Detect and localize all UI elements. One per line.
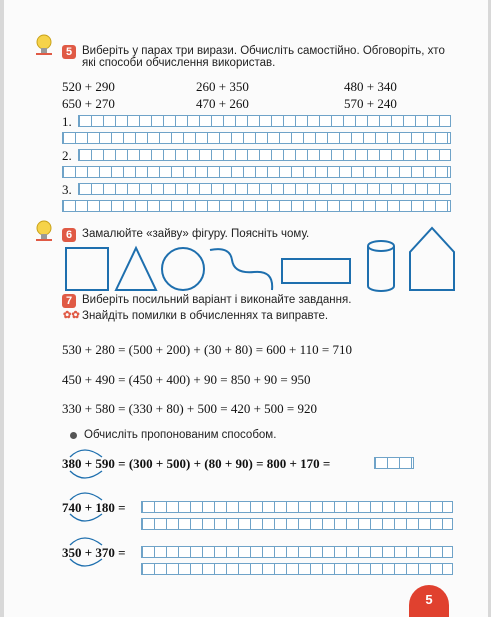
answer-grid[interactable] [78, 149, 451, 161]
circle-shape [162, 248, 204, 290]
wavy-line-shape [210, 249, 272, 290]
page-number: 5 [409, 585, 449, 617]
square-shape [66, 248, 108, 290]
example-equation: 380 + 590 = (300 + 500) + (80 + 90) = 800 + 170 = [62, 456, 331, 471]
task-number-badge: 6 [62, 228, 76, 242]
task-number-badge: 5 [62, 45, 76, 59]
lightbulb-icon [34, 34, 54, 56]
equation: 530 + 280 = (500 + 200) + (30 + 80) = 600 + 110 = 710 [62, 342, 352, 357]
exercise-expression: 350 + 370 = [62, 545, 126, 560]
answer-grid[interactable] [141, 501, 453, 513]
task7-subtask: Знайдіть помилки в обчисленнях та виправте. [82, 310, 329, 322]
answer-grid[interactable] [141, 518, 453, 530]
textbook-page [4, 0, 488, 617]
answer-label: 3. [62, 182, 72, 197]
answer-grid[interactable] [141, 563, 453, 575]
expression: 650 + 270 [62, 96, 115, 111]
bullet-dot [70, 432, 77, 439]
expression: 520 + 290 [62, 79, 115, 94]
task5-text-line2: які способи обчислення використав. [82, 57, 276, 69]
answer-grid[interactable] [374, 457, 414, 469]
answer-grid[interactable] [78, 183, 451, 195]
answer-label: 1. [62, 114, 72, 129]
equation: 450 + 490 = (450 + 400) + 90 = 850 + 90 = 950 [62, 372, 311, 387]
expression: 470 + 260 [196, 96, 249, 111]
shapes-figure [60, 222, 460, 294]
answer-grid[interactable] [62, 200, 451, 212]
task5-text-line1: Виберіть у парах три вирази. Обчисліть самостійно. Обговоріть, хто [82, 45, 445, 57]
answer-grid[interactable] [62, 166, 451, 178]
answer-grid[interactable] [78, 115, 451, 127]
task-number-badge: 7 [62, 294, 76, 308]
rectangle-shape [282, 259, 350, 283]
task6-instructions: Замалюйте «зайву» фігуру. Поясніть чому. [82, 228, 310, 240]
expression: 480 + 340 [344, 79, 397, 94]
expression: 260 + 350 [196, 79, 249, 94]
task7-instructions: Виберіть посильний варіант і виконайте завдання. [82, 294, 352, 306]
answer-grid[interactable] [62, 132, 451, 144]
expression: 570 + 240 [344, 96, 397, 111]
lightbulb-icon [34, 220, 54, 242]
triangle-shape [116, 248, 156, 290]
task5-instructions [82, 45, 445, 69]
answer-grid[interactable] [141, 546, 453, 558]
flower-icon: ✿✿ [63, 310, 80, 321]
answer-label: 2. [62, 148, 72, 163]
equation: 330 + 580 = (330 + 80) + 500 = 420 + 500 = 920 [62, 401, 317, 416]
cylinder-shape [368, 286, 394, 291]
bullet-instruction: Обчисліть пропонованим способом. [84, 429, 277, 441]
house-shape [410, 228, 454, 290]
exercise-expression: 740 + 180 = [62, 500, 126, 515]
